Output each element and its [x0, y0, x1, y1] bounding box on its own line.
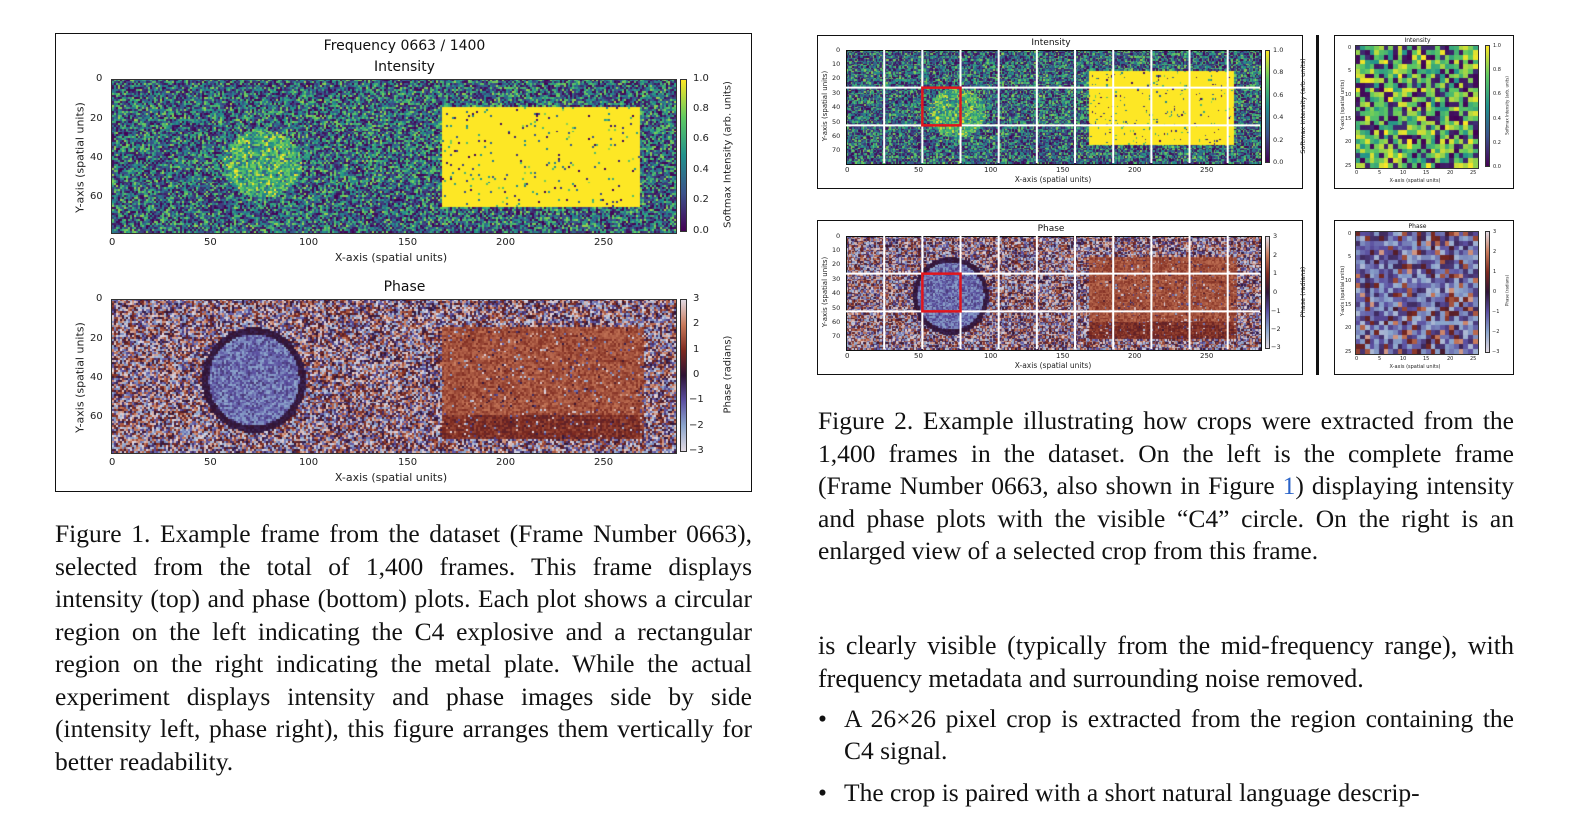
- crop-int-ytick: 5: [1348, 68, 1352, 74]
- selected-crop-box: [922, 274, 960, 312]
- bullet-item: • A 26×26 pixel crop is extracted from the region containing the C4 signal.: [818, 703, 1514, 767]
- f1-ph-cbar-tick: 3: [693, 293, 700, 304]
- f2-int-cbar-tick: 0.6: [1273, 91, 1284, 99]
- f2-ph-cbar-tick: 3: [1273, 232, 1278, 240]
- f2-ph-ytick: 70: [832, 332, 841, 340]
- f2-int-ytick: 50: [832, 118, 841, 126]
- f2-int-ylabel: Y-axis (spatial units): [821, 70, 829, 142]
- figure-1-intensity-colorbar: [680, 79, 687, 232]
- f1-int-ytick: 20: [90, 113, 103, 124]
- crop-int-ytick: 0: [1348, 45, 1352, 51]
- caption-2-text-before: Figure 2. Example illustrating how crops were extracted from the 1,400 frames in the dataset. On the left is the complete frame (Frame Number 0663, also shown in Figure: [818, 406, 1514, 500]
- f2-ph-ytick: 0: [836, 232, 841, 240]
- body-paragraph: is clearly visible (typically from the mid-frequency range), with frequency metadata and surrounding noise removed.: [818, 631, 1514, 693]
- figure-1-phase-title: Phase: [383, 279, 426, 295]
- f2-ph-ytick: 60: [832, 318, 841, 326]
- figure-1-reference-link[interactable]: 1: [1282, 471, 1296, 500]
- crop-int-ytick: 20: [1345, 139, 1352, 145]
- f1-ph-cbar-tick: −3: [689, 445, 704, 456]
- f2-int-ytick: 20: [832, 74, 841, 82]
- figure-2-intensity-panel: [817, 35, 1307, 189]
- crop-ph-ytick: 25: [1345, 349, 1352, 355]
- f2-int-ytick: 40: [832, 103, 841, 111]
- f2-int-xtick: 100: [984, 166, 998, 174]
- f1-ph-cbar-tick: −1: [689, 394, 704, 405]
- f2-ph-ytick: 10: [832, 246, 841, 254]
- crop-int-ytick: 25: [1345, 163, 1352, 169]
- crop-int-cbar-label: Softmax Intensity (arb. units): [1504, 76, 1510, 135]
- crop-ph-ylabel: Y-axis (spatial units): [1340, 265, 1346, 317]
- crop-int-xtick: 5: [1378, 170, 1382, 176]
- figure-1-intensity-heatmap: [111, 79, 677, 234]
- f2-ph-xtick: 50: [914, 352, 923, 360]
- f2-int-xlabel: X-axis (spatial units): [1014, 175, 1092, 184]
- f1-int-cbar-tick: 0.6: [693, 133, 709, 144]
- f2-crop-ph-title: Phase: [1408, 223, 1427, 230]
- crop-ph-cbar-tick: −2: [1492, 329, 1500, 335]
- f2-int-xtick: 0: [845, 166, 850, 174]
- f2-int-xtick: 200: [1128, 166, 1142, 174]
- f2-ph-xtick: 250: [1200, 352, 1214, 360]
- crop-ph-xlabel: X-axis (spatial units): [1389, 364, 1441, 370]
- f1-int-xtick: 100: [299, 237, 319, 248]
- f1-ph-cbar-tick: 0: [693, 369, 700, 380]
- f1-ph-ytick: 60: [90, 411, 103, 422]
- f1-ph-cbar-tick: 2: [693, 318, 700, 329]
- crop-int-cbar-tick: 0.0: [1493, 164, 1501, 170]
- f2-int-cbar-tick: 0.2: [1273, 136, 1284, 144]
- f1-ph-xtick: 150: [398, 457, 418, 468]
- crop-int-xtick: 10: [1400, 170, 1407, 176]
- f1-int-cbar-tick: 0.4: [693, 164, 709, 175]
- figure-1-intensity-title: Intensity: [374, 59, 435, 75]
- crop-int-ytick: 15: [1345, 116, 1352, 122]
- f2-int-ytick: 70: [832, 146, 841, 154]
- bullet-list: [818, 703, 1514, 809]
- crop-int-cbar-tick: 0.2: [1493, 140, 1501, 146]
- crop-int-xtick: 25: [1470, 170, 1477, 176]
- crop-int-xtick: 15: [1423, 170, 1430, 176]
- f2-ph-cbar-tick: 0: [1273, 288, 1278, 296]
- f2-int-cbar-label: Softmax Intensity (arb. units): [1299, 58, 1307, 154]
- f2-int-cbar-tick: 0.0: [1273, 158, 1284, 166]
- f2-ph-cbar-tick: −2: [1271, 325, 1281, 333]
- f2-ph-ytick: 40: [832, 289, 841, 297]
- f2-crop-int-title: Intensity: [1404, 37, 1431, 44]
- f1-ph-cbar-tick: −2: [689, 420, 704, 431]
- f2-ph-ylabel: Y-axis (spatial units): [821, 256, 829, 328]
- crop-int-xlabel: X-axis (spatial units): [1389, 178, 1441, 184]
- crop-int-cbar-tick: 0.4: [1493, 116, 1501, 122]
- figure-1-intensity-ylabel: Y-axis (spatial units): [73, 102, 87, 213]
- f1-ph-xtick: 0: [109, 457, 116, 468]
- f1-int-xtick: 250: [594, 237, 614, 248]
- crop-ph-xtick: 5: [1378, 356, 1382, 362]
- crop-ph-ytick: 15: [1345, 302, 1352, 308]
- crop-int-cbar-tick: 0.8: [1493, 67, 1501, 73]
- crop-ph-cbar-tick: 1: [1493, 269, 1497, 275]
- crop-grid-overlay: [846, 50, 1262, 165]
- crop-int-cbar-tick: 0.6: [1493, 91, 1501, 97]
- crop-ph-ytick: 0: [1348, 231, 1352, 237]
- f2-ph-cbar-tick: −1: [1271, 307, 1281, 315]
- f2-ph-ytick: 50: [832, 304, 841, 312]
- bullet-item: • The crop is paired with a short natural language descrip-: [818, 777, 1514, 809]
- crop-ph-cbar-label: Phase (radians): [1504, 274, 1510, 307]
- f2-int-xtick: 150: [1056, 166, 1070, 174]
- f1-int-cbar-tick: 1.0: [693, 73, 709, 84]
- crop-intensity-heatmap: [1355, 45, 1479, 169]
- f2-ph-ytick: 30: [832, 275, 841, 283]
- figure-1-phase-heatmap: [111, 299, 677, 454]
- f1-int-cbar-label: Softmax Intensity (arb. units): [722, 81, 734, 228]
- figure-1-suptitle: Frequency 0663 / 1400: [323, 38, 486, 54]
- f1-int-ytick: 60: [90, 191, 103, 202]
- selected-crop-box: [922, 88, 960, 126]
- crop-ph-ytick: 5: [1348, 254, 1352, 260]
- f2-ph-xtick: 150: [1056, 352, 1070, 360]
- f2-int-title: Intensity: [1031, 38, 1071, 48]
- crop-int-ylabel: Y-axis (spatial units): [1340, 79, 1346, 131]
- f1-ph-cbar-tick: 1: [693, 344, 700, 355]
- f2-ph-cbar-tick: 1: [1273, 269, 1278, 277]
- f2-int-xtick: 250: [1200, 166, 1214, 174]
- crop-ph-cbar-tick: 2: [1493, 249, 1497, 255]
- f1-int-xtick: 150: [398, 237, 418, 248]
- f2-int-colorbar: [1265, 50, 1270, 163]
- f2-int-xtick: 50: [914, 166, 923, 174]
- f1-ph-ytick: 40: [90, 372, 103, 383]
- crop-int-colorbar: [1485, 45, 1490, 167]
- f1-ph-xtick: 50: [204, 457, 217, 468]
- figure-1-caption: Figure 1. Example frame from the dataset (Frame Number 0663), selected from the total of 1,400 frames. This frame displays intensity (top) and phase (bottom) plots. Each plot shows a circular region on the left indicating the C4 explosive and a rectangular region on the right indicating the metal plate. While the actual experiment displays intensity and phase images side by side (intensity left, phase right), this figure arranges them vertically for better readability.: [55, 519, 752, 776]
- figure-1-intensity-xlabel: X-axis (spatial units): [334, 251, 448, 264]
- f2-ph-xtick: 0: [845, 352, 850, 360]
- crop-grid-overlay: [846, 236, 1262, 351]
- f1-ph-ytick: 0: [96, 293, 103, 304]
- figure-2-crop-intensity-panel: [1334, 35, 1514, 189]
- crop-ph-xtick: 0: [1355, 356, 1359, 362]
- crop-ph-cbar-tick: 0: [1493, 289, 1497, 295]
- f1-int-ytick: 0: [96, 73, 103, 84]
- f1-ph-xtick: 200: [496, 457, 516, 468]
- f1-ph-xtick: 100: [299, 457, 319, 468]
- f2-ph-cbar-tick: 2: [1273, 251, 1278, 259]
- f1-int-xtick: 0: [109, 237, 116, 248]
- f2-ph-xlabel: X-axis (spatial units): [1014, 361, 1092, 370]
- f1-ph-cbar-label: Phase (radians): [722, 335, 734, 414]
- f1-int-cbar-tick: 0.0: [693, 225, 709, 236]
- f2-int-ytick: 0: [836, 46, 841, 54]
- f1-int-cbar-tick: 0.2: [693, 194, 709, 205]
- figure-1: [55, 33, 752, 492]
- crop-ph-ytick: 20: [1345, 325, 1352, 331]
- f2-ph-cbar-tick: −3: [1271, 343, 1281, 351]
- crop-ph-colorbar: [1485, 231, 1490, 353]
- figure-1-phase-xlabel: X-axis (spatial units): [334, 471, 448, 484]
- f2-int-cbar-tick: 0.8: [1273, 68, 1284, 76]
- crop-int-ytick: 10: [1345, 92, 1352, 98]
- f2-ph-xtick: 200: [1128, 352, 1142, 360]
- crop-ph-xtick: 15: [1423, 356, 1430, 362]
- figure-1-phase-colorbar: [680, 299, 687, 452]
- crop-ph-cbar-tick: −3: [1492, 349, 1500, 355]
- f1-ph-ytick: 20: [90, 333, 103, 344]
- crop-ph-xtick: 25: [1470, 356, 1477, 362]
- f1-int-xtick: 200: [496, 237, 516, 248]
- f2-ph-title: Phase: [1037, 224, 1065, 234]
- f2-int-ytick: 60: [832, 132, 841, 140]
- figure-2-phase-panel: [817, 220, 1307, 375]
- f2-int-cbar-tick: 1.0: [1273, 46, 1284, 54]
- crop-ph-ytick: 10: [1345, 278, 1352, 284]
- f2-int-ytick: 30: [832, 89, 841, 97]
- f2-int-cbar-tick: 0.4: [1273, 113, 1284, 121]
- crop-int-xtick: 0: [1355, 170, 1359, 176]
- f2-ph-xtick: 100: [984, 352, 998, 360]
- figure-2-crop-phase-panel: [1334, 220, 1514, 375]
- f2-ph-colorbar: [1265, 236, 1270, 349]
- f2-ph-cbar-label: Phase (radians): [1299, 266, 1307, 318]
- f1-int-xtick: 50: [204, 237, 217, 248]
- crop-ph-cbar-tick: −1: [1492, 309, 1500, 315]
- crop-int-xtick: 20: [1447, 170, 1454, 176]
- crop-phase-heatmap: [1355, 231, 1479, 355]
- figure-2-divider: [1316, 35, 1319, 375]
- f2-int-ytick: 10: [832, 60, 841, 68]
- crop-int-cbar-tick: 1.0: [1493, 43, 1501, 49]
- figure-1-phase-ylabel: Y-axis (spatial units): [73, 322, 87, 433]
- caption-2-text-after: ) displaying intensity and phase plots with the visible “C4” circle. On the right is an enlarged view of a selected crop from this frame.: [818, 471, 1514, 565]
- figure-2-caption: [818, 405, 1514, 568]
- f1-int-ytick: 40: [90, 152, 103, 163]
- f2-ph-ytick: 20: [832, 260, 841, 268]
- crop-ph-xtick: 20: [1447, 356, 1454, 362]
- f1-ph-xtick: 250: [594, 457, 614, 468]
- crop-ph-cbar-tick: 3: [1493, 229, 1497, 235]
- crop-ph-xtick: 10: [1400, 356, 1407, 362]
- f1-int-cbar-tick: 0.8: [693, 103, 709, 114]
